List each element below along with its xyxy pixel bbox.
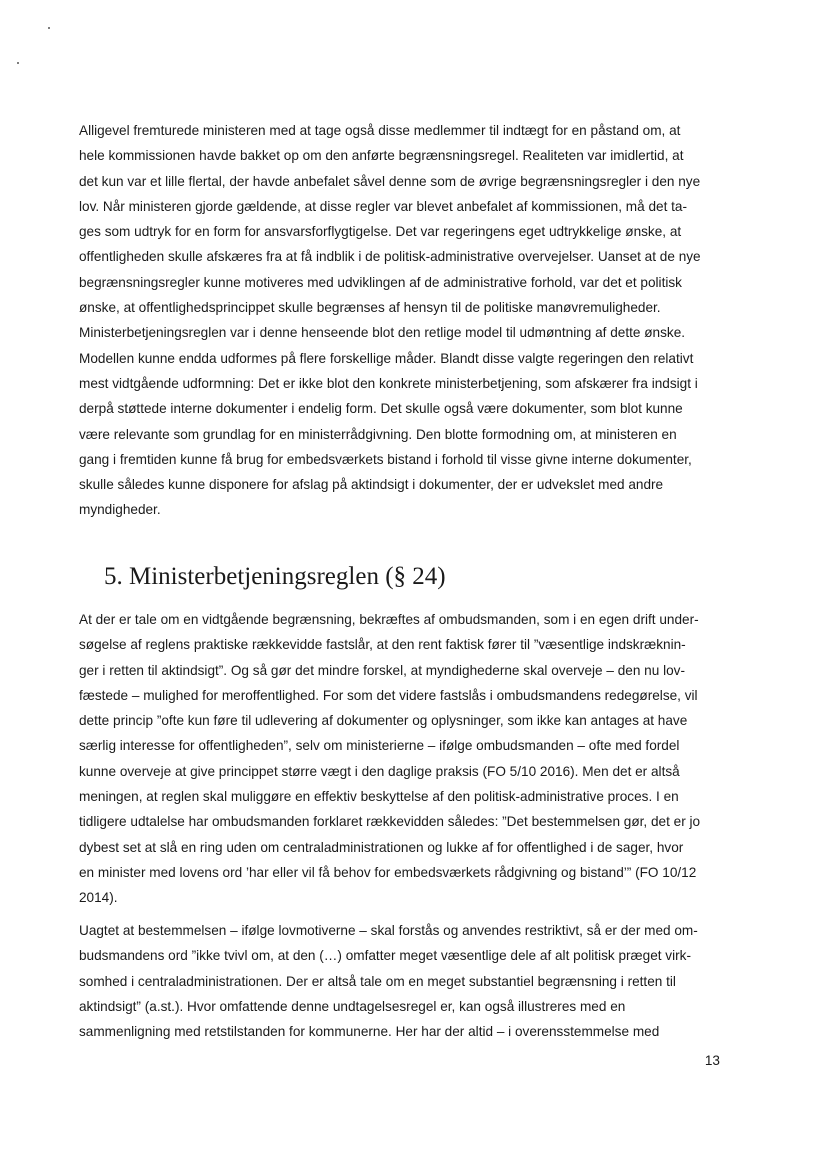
text-line: meningen, at reglen skal muliggøre en effektiv beskyttelse af den politisk-administrative proces. I en xyxy=(79,789,679,805)
paragraph-2 xyxy=(79,607,749,911)
text-line: begrænsningsregler kunne motiveres med udviklingen af de administrative forhold, var det et politisk xyxy=(79,274,682,290)
text-line: tidligere udtalelse har ombudsmanden forklaret rækkevidden således: ”Det bestemmelsen gør, det er jo xyxy=(79,814,701,830)
text-line: særlig interesse for offentligheden”, selv om ministerierne – ifølge ombudsmanden – ofte med fordel xyxy=(79,738,680,754)
text-line: somhed i centraladministrationen. Der er altså tale om en meget substantiel begrænsning i retten til xyxy=(79,973,676,989)
text-line: At der er tale om en vidtgående begrænsning, bekræftes af ombudsmanden, som i en egen drift under- xyxy=(79,612,699,627)
text-line: mest vidtgående udformning: Det er ikke blot den konkrete ministerbetjening, som afskærer fra indsigt i xyxy=(79,375,698,391)
text-line: kunne overveje at give princippet større vægt i den daglige praksis (FO 5/10 2016). Men det er altså xyxy=(79,763,680,779)
text-line: ger i retten til aktindsigt”. Og så gør det mindre forskel, at myndighederne skal overveje – den nu lov- xyxy=(79,662,685,678)
text-line: myndigheder. xyxy=(79,502,161,518)
text-line: Ministerbetjeningsreglen var i denne henseende blot den retlige model til udmøntning af dette ønske. xyxy=(79,325,686,341)
text-line: Uagtet at bestemmelsen – ifølge lovmotiverne – skal forstås og anvendes restriktivt, så er der med om- xyxy=(79,923,698,938)
text-line: lov. Når ministeren gjorde gældende, at disse regler var blevet anbefalet af kommissionen, må det ta- xyxy=(79,198,687,214)
text-line: en minister med lovens ord ’har eller vil få behov for embedsværkets rådgivning og bistand’” (FO 10/12 xyxy=(79,864,697,880)
paragraph-3 xyxy=(79,918,749,1044)
text-line: offentligheden skulle afskæres fra at få indblik i de politisk-administrative overvejelser. Uanset at de nye xyxy=(79,249,701,265)
text-line: være relevante som grundlag for en ministerrådgivning. Den blotte formodning om, at ministeren en xyxy=(79,426,677,442)
text-line: søgelse af reglens praktiske rækkevidde fastslår, at den rent faktisk fører til ”væsentlige indskræknin- xyxy=(79,637,686,653)
text-line: dybest set at slå en ring uden om centraladministrationen og lukke af for offentlighed i de sager, hvor xyxy=(79,839,684,855)
text-line: sammenligning med retstilstanden for kommunerne. Her har der altid – i overensstemmelse med xyxy=(79,1024,660,1040)
text-line: Alligevel fremturede ministeren med at tage også disse medlemmer til indtægt for en påstand om, at xyxy=(79,123,681,138)
text-line: budsmandens ord ”ikke tvivl om, at den (…) omfatter meget væsentlige dele af alt politisk præget virk- xyxy=(79,948,691,964)
scan-speck xyxy=(17,62,19,64)
text-line: Modellen kunne endda udformes på flere forskellige måder. Blandt disse valgte regeringen den relativt xyxy=(79,350,694,366)
text-line: hele kommissionen havde bakket op om den anførte begrænsningsregel. Realiteten var imidlertid, at xyxy=(79,148,684,164)
text-line: gang i fremtiden kunne få brug for embedsværkets bistand i forhold til visse givne interne dokumenter, xyxy=(79,451,692,467)
text-line: aktindsigt” (a.st.). Hvor omfattende denne undtagelsesregel er, kan også illustreres med en xyxy=(79,998,626,1014)
page-number: 13 xyxy=(704,1053,720,1068)
text-line: ges som udtryk for en form for ansvarsforflygtigelse. Det var regeringens eget udtrykkelige ønske, at xyxy=(79,224,682,240)
text-line: ønske, at offentlighedsprincippet skulle begrænses af hensyn til de politiske manøvremuligheder. xyxy=(79,300,661,316)
text-line: derpå støttede interne dokumenter i endelig form. Det skulle også være dokumenter, som blot kunne xyxy=(79,401,683,417)
scan-speck xyxy=(48,27,50,29)
text-line: dette princip ”ofte kun føre til udlevering af dokumenter og oplysninger, som ikke kan antages at have xyxy=(79,713,688,729)
section-heading: 5. Ministerbetjeningsreglen (§ 24) xyxy=(104,563,446,590)
paragraph-1 xyxy=(79,118,749,523)
text-line: fæstede – mulighed for meroffentlighed. For som det videre fastslås i ombudsmandens redegørelse, vil xyxy=(79,687,698,703)
text-line: skulle således kunne disponere for afslag på aktindsigt i dokumenter, der er udvekslet med andre xyxy=(79,477,664,493)
text-line: 2014). xyxy=(79,890,118,906)
text-line: det kun var et lille flertal, der havde anbefalet såvel denne som de øvrige begrænsningsregler i den nye xyxy=(79,173,701,189)
